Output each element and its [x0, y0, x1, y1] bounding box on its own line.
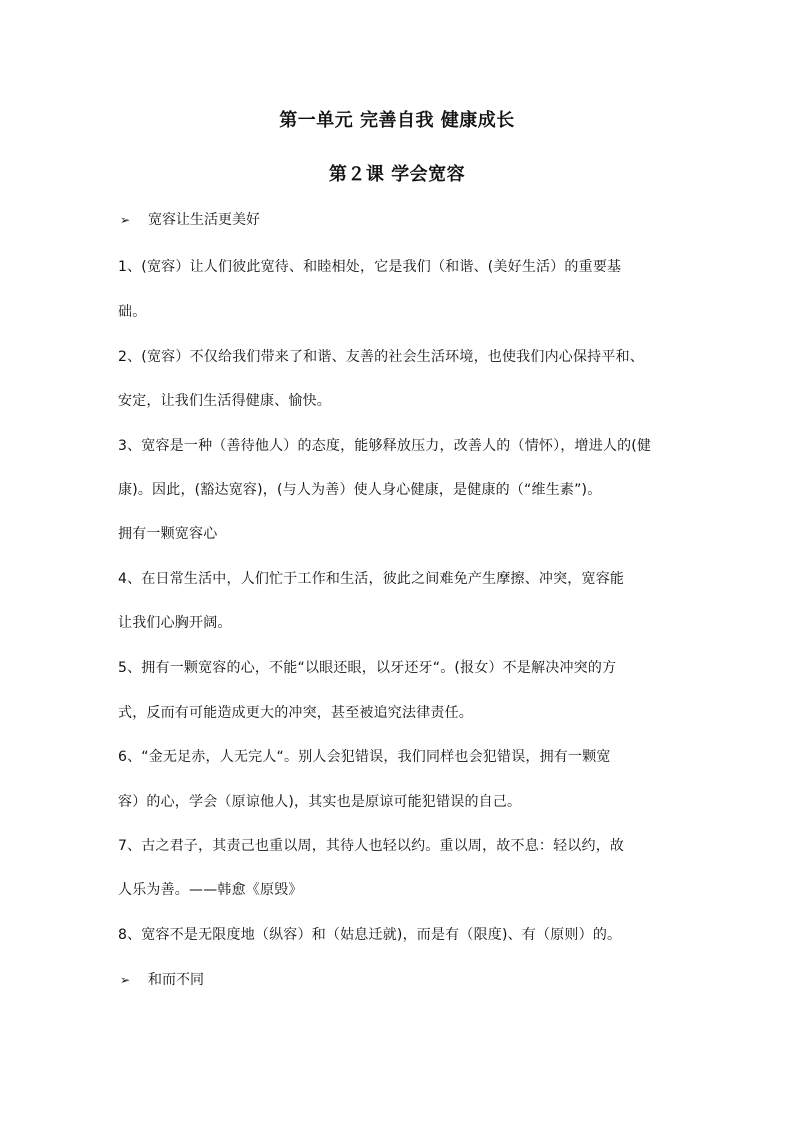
section-heading-text: 宽容让生活更美好 — [148, 212, 260, 228]
paragraph-line: 5、拥有一颗宽容的心，不能“以眼还眼，以牙还牙“。(报女）不是解决冲突的方 — [118, 660, 617, 676]
paragraph-line: 4、在日常生活中，人们忙于工作和生活，彼此之间难免产生摩擦、冲突，宽容能 — [118, 571, 625, 587]
paragraph-line: 容）的心，学会（原谅他人)，其实也是原谅可能犯错误的自己。 — [118, 794, 522, 810]
subheading: 拥有一颗宽容心 — [118, 526, 218, 542]
paragraph-line: 7、古之君子，其责己也重以周，其待人也轻以约。重以周，故不息：轻以约，故 — [118, 838, 625, 854]
paragraph-line: 6、“金无足赤，人无完人“。别人会犯错误，我们同样也会犯错误，拥有一颗宽 — [118, 749, 611, 765]
lesson-title: 第２课 学会宽容 — [328, 164, 466, 185]
unit-title: 第一单元 完善自我 健康成长 — [279, 110, 515, 131]
paragraph-line: 康)。因此，(豁达宽容)，(与人为善）使人身心健康，是健康的（“维生素”)。 — [118, 482, 602, 498]
arrow-bullet-icon: ➢ — [120, 213, 131, 227]
paragraph-line: 1、(宽容）让人们彼此宽待、和睦相处，它是我们（和谐、(美好生活）的重要基 — [118, 259, 622, 275]
paragraph-line: 8、宽容不是无限度地（纵容）和（姑息迁就)，而是有（限度)、有（原则）的。 — [118, 927, 622, 943]
paragraph-line: 2、(宽容）不仅给我们带来了和谐、友善的社会生活环境，也使我们内心保持平和、 — [118, 349, 644, 365]
paragraph-line: 让我们心胸开阔。 — [118, 615, 232, 631]
section-heading-text: 和而不同 — [148, 972, 204, 988]
arrow-bullet-icon: ➢ — [120, 973, 131, 987]
section-heading-tolerance — [120, 210, 260, 230]
paragraph-line: 安定，让我们生活得健康、愉快。 — [118, 393, 331, 409]
section-heading-harmony — [120, 970, 204, 990]
paragraph-line: 础。 — [118, 304, 147, 320]
paragraph-line: 3、宽容是一种（善待他人）的态度，能够释放压力，改善人的（情怀），增进人的(健 — [118, 438, 652, 454]
paragraph-line: 人乐为善。——韩愈《原毁》 — [118, 882, 303, 898]
paragraph-line: 式，反而有可能造成更大的冲突，甚至被追究法律责任。 — [118, 705, 473, 721]
